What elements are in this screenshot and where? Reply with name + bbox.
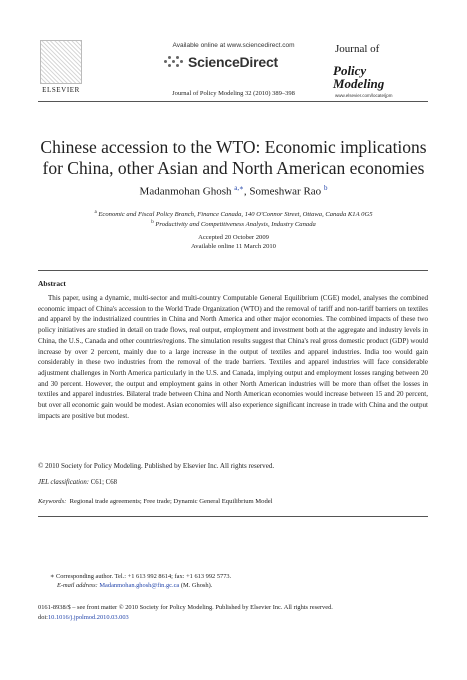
email-link[interactable]: Madanmohan.ghosh@fin.gc.ca (99, 582, 180, 589)
sciencedirect-wordmark: ScienceDirect (188, 54, 279, 70)
abstract-bottom-divider (38, 516, 428, 517)
available-online-date: Available online 11 March 2010 (191, 243, 276, 250)
email-note (57, 582, 212, 589)
author-name[interactable]: Someshwar Rao (249, 185, 322, 198)
author-affil-mark[interactable]: b (323, 184, 328, 192)
affiliation-mark: a (94, 210, 97, 215)
jel-codes: C61; C68 (90, 479, 117, 486)
journal-logo-line4: Modeling (333, 76, 385, 91)
available-online-text: Available online at www.sciencedirect.com (172, 42, 295, 49)
doi-label: doi: (38, 614, 48, 621)
keywords (38, 498, 273, 505)
doi-line (38, 614, 129, 621)
author-affil-mark[interactable]: a,∗ (234, 184, 244, 192)
sciencedirect-dots-icon (164, 55, 184, 69)
affiliation-b (0, 220, 467, 228)
accepted-date: Accepted 20 October 2009 (198, 234, 269, 241)
author-name[interactable]: Madanmohan Ghosh (139, 185, 232, 198)
sciencedirect-logo (160, 52, 310, 72)
journal-logo-line1: Journal of (335, 43, 380, 55)
jel-classification (38, 479, 117, 486)
article-title-line1: Chinese accession to the WTO: Economic implications (40, 137, 427, 157)
elsevier-wordmark: ELSEVIER (42, 86, 80, 94)
journal-logo-tagline: www.elsevier.com/locate/jpm (335, 93, 393, 98)
issn-line: 0161-8938/$ – see front matter © 2010 Society for Policy Modeling. Published by Elsevier Inc. All rights reserved. (38, 604, 333, 611)
article-title-line2: for China, other Asian and North American economies (42, 158, 425, 178)
abstract-top-divider (38, 270, 428, 271)
author-separator: , (243, 185, 250, 198)
affiliation-a (0, 210, 467, 218)
email-label: E-mail address: (57, 582, 98, 589)
keywords-text: Regional trade agreements; Free trade; Dynamic General Equilibrium Model (69, 498, 273, 505)
affiliation-mark: b (151, 220, 154, 225)
journal-citation: Journal of Policy Modeling 32 (2010) 389–398 (172, 90, 295, 97)
header-divider (38, 101, 428, 102)
journal-logo-line3: Policy (333, 63, 367, 78)
keywords-label: Keywords: (38, 498, 67, 505)
affiliation-text: Productivity and Competitiveness Analysis, Industry Canada (155, 221, 316, 229)
jel-label: JEL classification: (38, 479, 90, 486)
abstract-copyright: © 2010 Society for Policy Modeling. Published by Elsevier Inc. All rights reserved. (38, 462, 275, 470)
email-suffix: (M. Ghosh). (180, 582, 213, 589)
doi-link[interactable]: 10.1016/j.jpolmod.2010.03.003 (47, 614, 129, 621)
affiliation-text: Economic and Fiscal Policy Branch, Finance Canada, 140 O'Connor Street, Ottawa, Canada K1A 0G5 (98, 211, 373, 219)
abstract-heading: Abstract (38, 279, 66, 288)
article-title (30, 137, 437, 179)
abstract-body: This paper, using a dynamic, multi-sector and multi-country Computable General Equilibrium (CGE) model, analyses the combined economic impact of China's accession to the World Trade Organization (WTO) and the removal of tariff and non-tariff barriers on textiles and apparel by the industrialized countries in China and North America and other major economies. The combined impacts of these two policy initiatives are studied in detail on trade flows, real output, employment and investment both at the aggregate and industry levels in China, the U.S., Canada and other countries/regions. The simulation results suggest that China's real gross domestic product (GDP) would increase by over 2 percent, mainly due to a large increase in the output of textiles and apparel industries. India too would gain considerably in these two industries from the removal of the trade barriers. Textiles and apparel industries will face considerable adjustment challenges in North America particularly in the U.S. and Canada, implying output and employment losses ranging between 20 and 30 percent. However, the output and employment gains in other North American industries will be more than offset the losses in textiles and apparel industries. Bilateral trade between China and North American economies would increase between 15 and 20 percent, but over all economic gain would be modest. Asian economies will also experience significant increase in trade with China and the output impacts are positive but modest. (38, 294, 428, 420)
journal-logo (333, 44, 417, 98)
author-list (0, 184, 467, 198)
corresponding-author-note: ∗ Corresponding author. Tel.: +1 613 992 8614; fax: +1 613 992 5773. (50, 573, 232, 580)
